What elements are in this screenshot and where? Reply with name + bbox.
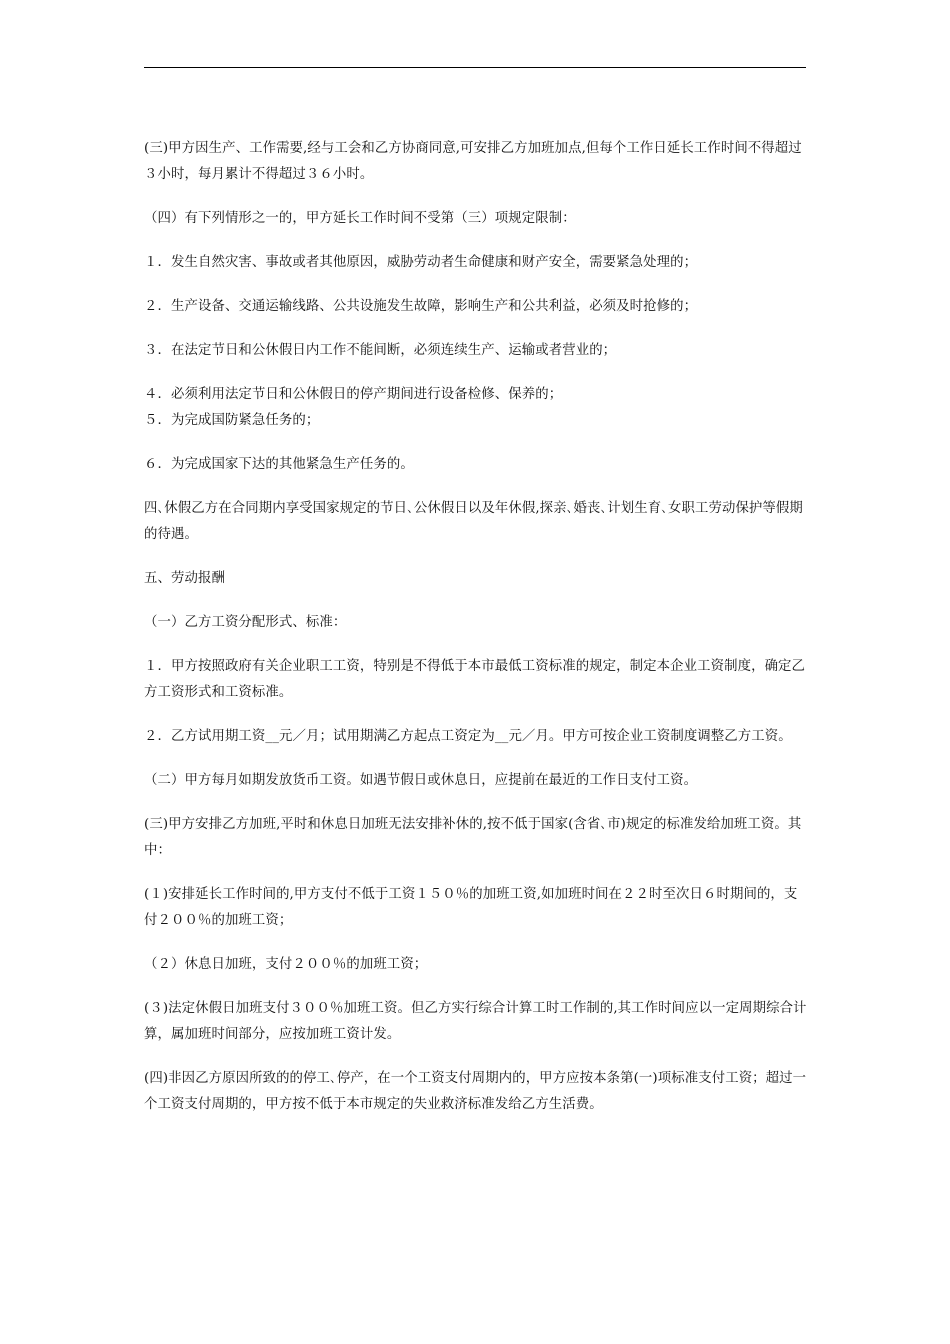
section-holidays: 四､休假乙方在合同期内享受国家规定的节日､公休假日以及年休假,探亲､婚丧､计划生育､女职工劳动保护等假期的待遇。 [144, 501, 803, 542]
list-item: １．发生自然灾害、事故或者其他原因，威胁劳动者生命健康和财产安全，需要紧急处理的； [144, 255, 698, 270]
list-item: ４．必须利用法定节日和公休假日的停产期间进行设备检修、保养的； [144, 387, 563, 402]
list-item: (３)法定休假日加班支付３００％加班工资。但乙方实行综合计算工时工作制的,其工作时间应以一定周期综合计算，属加班时间部分，应按加班工资计发。 [144, 1001, 807, 1042]
subsection-payment-schedule: （二）甲方每月如期发放货币工资。如遇节假日或休息日，应提前在最近的工作日支付工资。 [144, 773, 698, 788]
list-item: ２．乙方试用期工资__元／月；试用期满乙方起点工资定为__元／月。甲方可按企业工资制度调整乙方工资。 [144, 729, 792, 744]
list-item: ３．在法定节日和公休假日内工作不能间断，必须连续生产、运输或者营业的； [144, 343, 617, 358]
list-item: １．甲方按照政府有关企业职工工资，特别是不得低于本市最低工资标准的规定，制定本企业工资制度，确定乙方工资形式和工资标准。 [144, 659, 806, 700]
subsection-overtime-pay: (三)甲方安排乙方加班,平时和休息日加班无法安排补休的,按不低于国家(含省､市)规定的标准发给加班工资。其中： [144, 817, 802, 858]
list-item: ６．为完成国家下达的其他紧急生产任务的。 [144, 457, 414, 472]
paragraph-exceptions-intro: （四）有下列情形之一的，甲方延长工作时间不受第（三）项规定限制： [144, 211, 576, 226]
list-item: ５．为完成国防紧急任务的； [144, 413, 320, 428]
paragraph-overtime-limit: (三)甲方因生产、工作需要,经与工会和乙方协商同意,可安排乙方加班加点,但每个工作日延长工作时间不得超过３小时，每月累计不得超过３６小时。 [144, 141, 802, 182]
header-rule [144, 67, 806, 68]
document-body [144, 136, 808, 1136]
list-item: ２．生产设备、交通运输线路、公共设施发生故障，影响生产和公共利益，必须及时抢修的； [144, 299, 698, 314]
section-heading-remuneration: 五、劳动报酬 [144, 571, 225, 586]
list-item: （２）休息日加班，支付２００％的加班工资； [144, 957, 428, 972]
subsection-wage-form: （一）乙方工资分配形式、标准： [144, 615, 347, 630]
list-item: (１)安排延长工作时间的,甲方支付不低于工资１５０％的加班工资,如加班时间在２２时至次日６时期间的，支付２００％的加班工资； [144, 887, 798, 928]
subsection-work-stoppage: (四)非因乙方原因所致的的停工､停产，在一个工资支付周期内的，甲方应按本条第(一)项标准支付工资；超过一个工资支付周期的，甲方按不低于本市规定的失业救济标准发给乙方生活费。 [144, 1071, 807, 1112]
